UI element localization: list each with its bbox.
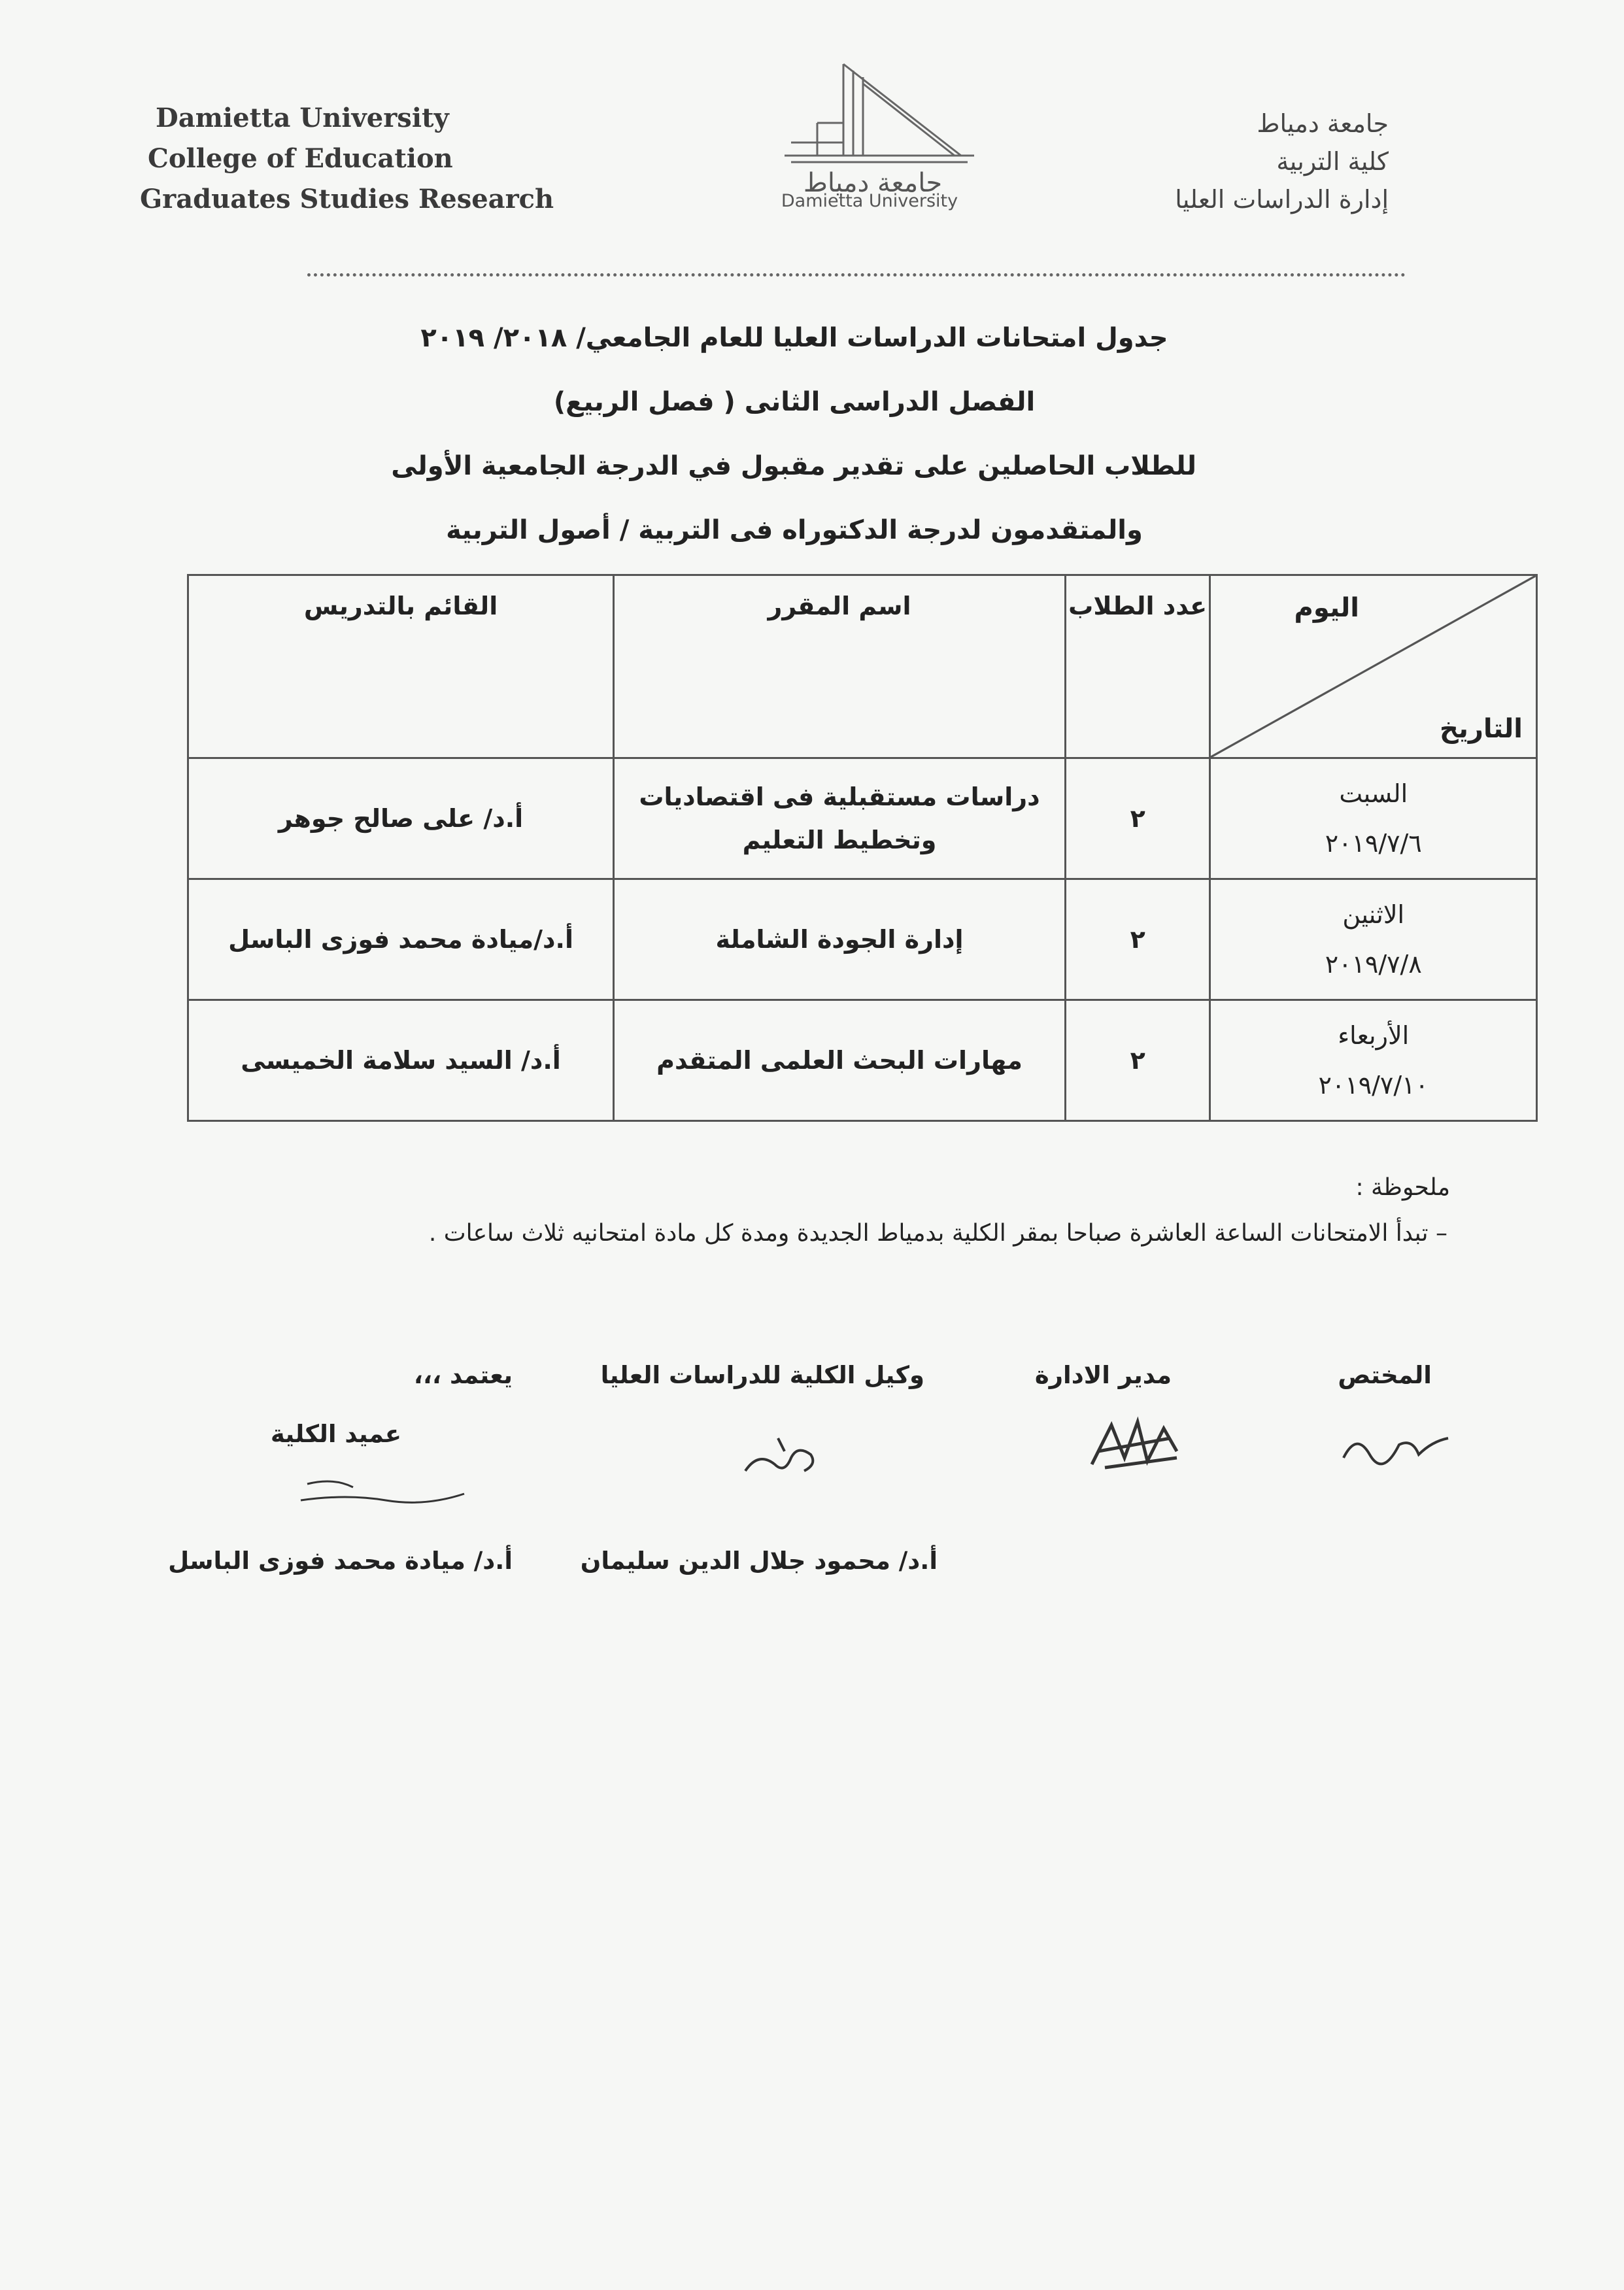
specialist-signature — [1340, 1419, 1451, 1471]
title-line-1: جدول امتحانات الدراسات العليا للعام الجامعي/ ٢٠١٨/ ٢٠١٩ — [420, 323, 1168, 353]
vice-dean-name: أ.د/ محمود جلال الدين سليمان — [580, 1547, 938, 1575]
exam-schedule-table — [187, 574, 1538, 1122]
course-name-cell — [614, 758, 1066, 879]
logo-english-text: Damietta University — [781, 191, 958, 211]
arabic-college-name: كلية التربية — [1276, 147, 1389, 176]
course-name-line-1: مهارات البحث العلمى المتقدم — [656, 1046, 1023, 1075]
english-header — [140, 98, 554, 220]
day-header: اليوم — [1294, 593, 1359, 623]
dean-name: أ.د/ ميادة محمد فوزى الباسل — [168, 1547, 513, 1575]
english-university-name: Damietta University — [156, 103, 449, 133]
title-line-3: للطلاب الحاصلين على تقدير مقبول في الدرجة الجامعية الأولى — [391, 451, 1196, 481]
note-item: – تبدأ الامتحانات الساعة العاشرة صباحا بمقر الكلية بدمياط الجديدة ومدة كل مادة امتحانيه ثلاث ساعات . — [428, 1220, 1447, 1247]
course-name-header: اسم المقرر — [614, 575, 1066, 758]
date-header: التاريخ — [1440, 714, 1523, 744]
day-date-cell — [1210, 758, 1537, 879]
day-name: الاثنين — [1342, 900, 1405, 929]
dean-signature — [294, 1471, 477, 1517]
vice-dean-signature — [739, 1425, 824, 1484]
title-line-4: والمتقدمون لدرجة الدكتوراه فى التربية / أصول التربية — [446, 515, 1143, 545]
table-header-row — [188, 575, 1537, 758]
student-count-header — [1065, 575, 1210, 758]
day-date-header — [1210, 575, 1537, 758]
logo-arabic-text: جامعة دمياط — [803, 168, 943, 198]
dean-label: عميد الكلية — [270, 1420, 401, 1448]
document-titles — [392, 306, 1196, 562]
instructor-name: أ.د/ميادة محمد فوزى الباسل — [188, 879, 614, 1000]
arabic-department-name: إدارة الدراسات العليا — [1175, 185, 1389, 214]
table-row — [188, 879, 1537, 1000]
table-row — [188, 758, 1537, 879]
day-name: الأربعاء — [1338, 1021, 1410, 1050]
header-divider — [307, 273, 1406, 277]
english-department-name: Graduates Studies Research — [140, 184, 554, 214]
specialist-label: المختص — [1338, 1361, 1432, 1389]
course-name-line-2: وتخطيط التعليم — [742, 826, 937, 854]
table-row — [188, 1000, 1537, 1121]
title-line-2: الفصل الدراسى الثانى ( فصل الربيع) — [553, 387, 1036, 417]
exam-date: ٢٠١٩/٧/٨ — [1325, 950, 1422, 979]
student-count: ٢ — [1065, 1000, 1210, 1121]
student-count-header-label: عدد الطلاب — [1068, 592, 1208, 620]
day-name: السبت — [1339, 779, 1408, 808]
student-count: ٢ — [1065, 758, 1210, 879]
course-name-line-1: إدارة الجودة الشاملة — [715, 925, 964, 954]
course-name-line-1: دراسات مستقبلية فى اقتصاديات — [639, 783, 1040, 811]
day-date-cell — [1210, 879, 1537, 1000]
exam-date: ٢٠١٩/٧/٦ — [1325, 829, 1422, 858]
course-name-cell — [614, 879, 1066, 1000]
instructor-name: أ.د/ على صالح جوهر — [188, 758, 614, 879]
notes-title: ملحوظة : — [1355, 1174, 1450, 1201]
day-date-cell — [1210, 1000, 1537, 1121]
arabic-header — [1175, 105, 1389, 218]
instructor-header: القائم بالتدريس — [188, 575, 614, 758]
exam-date: ٢٠١٩/٧/١٠ — [1318, 1071, 1429, 1100]
vice-dean-label: وكيل الكلية للدراسات العليا — [600, 1361, 924, 1389]
arabic-university-name: جامعة دمياط — [1257, 109, 1389, 138]
course-name-cell — [614, 1000, 1066, 1121]
approval-label: يعتمد ،،، — [413, 1361, 513, 1389]
instructor-name: أ.د/ السيد سلامة الخميسى — [188, 1000, 614, 1121]
student-count: ٢ — [1065, 879, 1210, 1000]
admin-director-signature — [1085, 1412, 1183, 1477]
admin-director-label: مدير الادارة — [1034, 1361, 1172, 1389]
english-college-name: College of Education — [148, 143, 453, 174]
